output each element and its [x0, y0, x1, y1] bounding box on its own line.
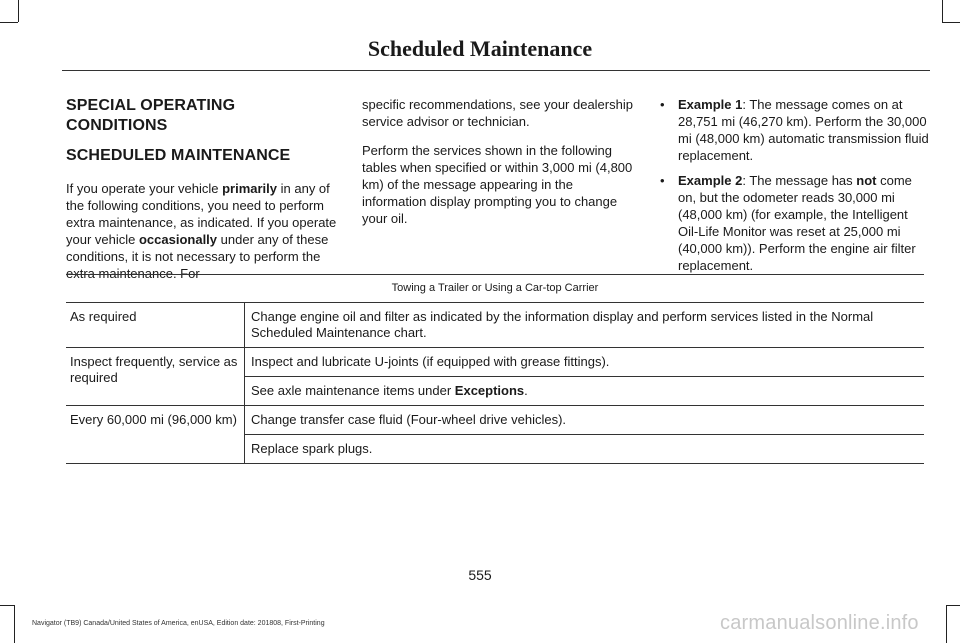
crop-mark — [14, 605, 15, 643]
table-row — [66, 348, 924, 377]
bullet-icon: • — [660, 97, 665, 112]
body-paragraph: Perform the services shown in the following tables when specified or within 3,000 mi (4,800 km) of the message appearing in the information display prompting you to change your oil. — [362, 143, 633, 226]
crop-mark — [946, 605, 960, 606]
table-cell-interval: Inspect frequently, service as required — [66, 348, 245, 406]
table-cell-interval: As required — [66, 303, 245, 348]
bullet-icon: • — [660, 173, 665, 188]
crop-mark — [942, 22, 960, 23]
table-cell-interval: Every 60,000 mi (96,000 km) — [66, 406, 245, 464]
watermark: carmanualsonline.info — [720, 612, 919, 634]
maintenance-table — [66, 274, 924, 464]
example-list — [660, 96, 930, 274]
table-cell-task: Inspect and lubricate U-joints (if equipped with grease fittings). — [245, 348, 925, 377]
table-cell-task: Change transfer case fluid (Four-wheel drive vehicles). — [245, 406, 925, 435]
right-column — [660, 96, 930, 282]
table-cell-task: Change engine oil and filter as indicated by the information display and perform services listed in the Normal Scheduled Maintenance chart. — [245, 303, 925, 348]
section-heading: SCHEDULED MAINTENANCE — [66, 147, 291, 164]
page-header-title: Scheduled Maintenance — [367, 36, 593, 61]
section-heading: SPECIAL OPERATING CONDITIONS — [66, 97, 236, 134]
table-title: Towing a Trailer or Using a Car-top Carrier — [66, 275, 924, 303]
body-paragraph: specific recommendations, see your dealership service advisor or technician. — [362, 97, 633, 129]
page-number: 555 — [468, 567, 492, 583]
left-column — [66, 92, 338, 294]
intro-paragraph: If you operate your vehicle primarily in any of the following conditions, you need to perform extra maintenance, as indicated. If you operate your vehicle occasionally under any of these conditions, it is not necessary to perform the extra maintenance. For — [66, 181, 337, 281]
crop-mark — [0, 605, 14, 606]
table-cell-task: Replace spark plugs. — [245, 435, 925, 464]
middle-column — [362, 96, 634, 239]
table-cell-task: See axle maintenance items under Exceptions. — [245, 377, 925, 406]
edition-info: Navigator (TB9) Canada/United States of America, enUSA, Edition date: 201808, First-Printing — [32, 620, 325, 627]
header-divider — [62, 70, 930, 71]
table-row — [66, 406, 924, 435]
crop-mark — [18, 0, 19, 22]
crop-mark — [942, 0, 943, 22]
list-item: • Example 2: The message has not come on, but the odometer reads 30,000 mi (48,000 km) (for example, the Intelligent Oil-Life Monitor was reset at 25,000 mi (40,000 km)). Perform the engine air filter replacement. — [660, 173, 916, 273]
table-header-row — [66, 275, 924, 303]
crop-mark — [946, 605, 947, 643]
table-row — [66, 303, 924, 348]
list-item: • Example 1: The message comes on at 28,751 mi (46,270 km). Perform the 30,000 mi (48,000 km) automatic transmission fluid replacement. — [660, 97, 929, 163]
crop-mark — [0, 22, 18, 23]
